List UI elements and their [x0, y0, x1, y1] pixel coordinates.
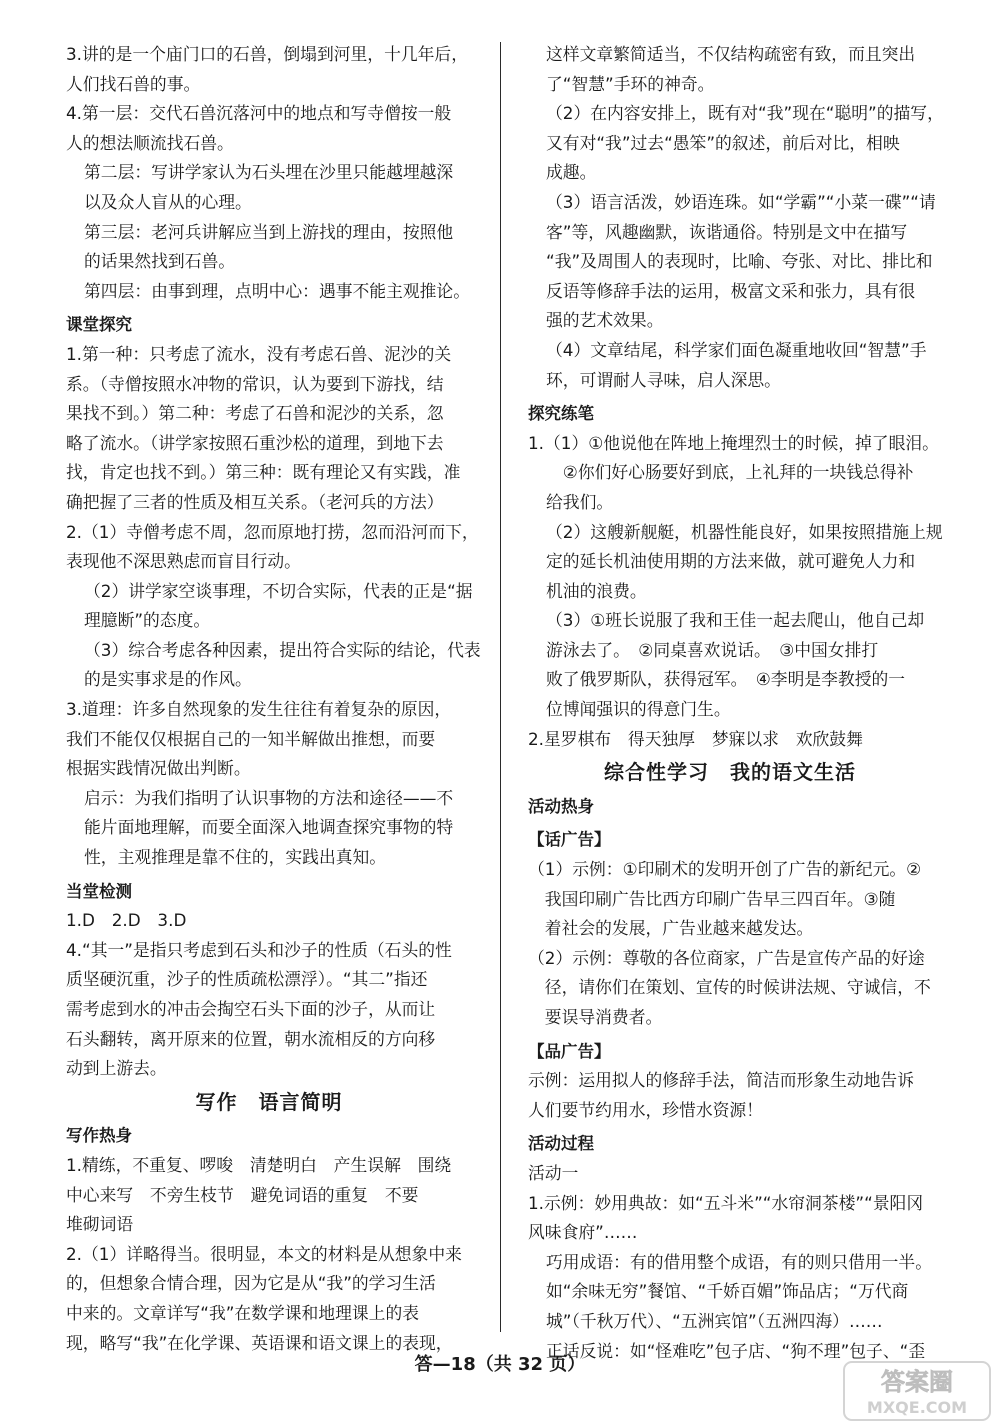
text-line: 表现他不深思熟虑而盲目行动。 [66, 551, 301, 572]
text-line: 1.（1）①他说他在阵地上掩埋烈士的时候，掉了眼泪。 [528, 432, 939, 453]
text-line: 质坚硬沉重，沙子的性质疏松漂浮）。“其二”指还 [66, 969, 428, 990]
text-line: 如“余味无穷”餐馆、“千娇百媚”饰品店；“万代商 [546, 1281, 909, 1302]
text-line: 当堂检测 [66, 881, 132, 901]
paragraph [66, 577, 472, 636]
text-line: 第四层：由事到理，点明中心：遇事不能主观推论。 [84, 280, 470, 301]
paragraph [528, 458, 932, 517]
svg-text:答案圈: 答案圈 [881, 1368, 953, 1396]
text-line: 2.（1）详略得当。很明显，本文的材料是从想象中来 [66, 1243, 462, 1264]
text-line: 课堂探究 [66, 315, 132, 335]
text-line: 3.讲的是一个庙门口的石兽，倒塌到河里，十几年后， [66, 44, 468, 64]
section-heading [66, 877, 472, 907]
text-line: 2.星罗棋布 得天独厚 梦寐以求 欢欣鼓舞 [528, 728, 863, 749]
text-line: 堆砌词语 [66, 1214, 134, 1235]
text-line: 强的艺术效果。 [546, 310, 664, 331]
text-line: 要误导消费者。 [528, 1007, 663, 1027]
paragraph [66, 158, 472, 217]
paragraph [66, 1151, 472, 1240]
paragraph [528, 725, 932, 755]
text-line: 风味食府”…… [528, 1222, 638, 1243]
text-line: 【话广告】 [528, 830, 611, 850]
text-line: 综合性学习 我的语文生活 [604, 760, 856, 785]
text-line: 示例：运用拟人的修辞手法，简洁而形象生动地告诉 [528, 1070, 914, 1091]
text-line: 4.第一层：交代石兽沉落河中的地点和写寺僧按一般 [66, 103, 452, 124]
right-column [528, 40, 944, 1366]
text-line: 能片面地理解，而要全面深入地调查探究事物的特 [84, 817, 454, 838]
text-line: 1.第一种：只考虑了流水，没有考虑石兽、泥沙的关 [66, 343, 452, 364]
paragraph [66, 636, 481, 695]
paragraph [66, 518, 479, 577]
section-heading [528, 1037, 932, 1067]
text-line: “我”及周围人的表现时，比喻、夸张、对比、排比和 [546, 251, 933, 272]
paragraph [66, 218, 472, 277]
text-line: 1.示例：妙用典故：如“五斗米”“水帘洞茶楼”“景阳冈 [528, 1192, 924, 1213]
text-line: （2）示例：尊敬的各位商家，广告是宣传产品的好途 [528, 947, 925, 968]
text-line: 动到上游去。 [66, 1058, 167, 1079]
text-line: （3）①班长说服了我和王佳一起去爬山，他自己却 [546, 610, 925, 631]
paragraph [528, 518, 943, 607]
text-line: 的话果然找到石兽。 [84, 251, 236, 272]
text-line: 中心来写 不旁生枝节 避免词语的重复 不要 [66, 1184, 419, 1205]
text-line: 果找不到。）第二种：考虑了石兽和泥沙的关系，忽 [66, 403, 444, 424]
paragraph [66, 340, 472, 518]
text-line: 石头翻转，离开原来的位置，朝水流相反的方向移 [66, 1028, 436, 1049]
text-line: 需考虑到水的冲击会掏空石头下面的沙子，从而让 [66, 999, 436, 1019]
text-line: （4）文章结尾，科学家们面色凝重地收回“智慧”手 [546, 339, 927, 360]
text-line: （2）在内容安排上，既有对“我”现在“聪明”的描写， [546, 103, 944, 124]
text-line: 了“智慧”手环的神奇。 [546, 73, 715, 94]
chapter-title [66, 1088, 472, 1118]
paragraph [528, 188, 936, 336]
paragraph [66, 40, 472, 99]
text-line: 略了流水。（讲学家按照石重沙松的道理，到地下去 [66, 432, 444, 453]
text-line: 反语等修辞手法的运用，极富文采和张力，具有很 [546, 280, 916, 301]
text-line: （2）讲学家空谈事理，不切合实际，代表的正是“据 [84, 580, 473, 601]
text-line: 第二层：写讲学家认为石头埋在沙里只能越埋越深 [84, 162, 454, 183]
section-heading [528, 792, 932, 822]
paragraph [528, 1189, 932, 1248]
column-divider [500, 42, 501, 1332]
text-line: 4.“其一”是指只考虑到石头和沙子的性质（石头的性 [66, 939, 452, 960]
paragraph [528, 429, 939, 459]
paragraph [66, 936, 472, 1084]
text-line: 现，略写“我”在化学课、英语课和语文课上的表现， [66, 1332, 453, 1353]
text-line: 性，主观推理是靠不住的，实践出真知。 [84, 847, 387, 868]
text-line: 游泳去了。 ②同桌喜欢说话。 ③中国女排打 [546, 639, 879, 660]
text-line: 写作 语言简明 [195, 1089, 343, 1114]
text-line: 中来的。文章详写“我”在数学课和地理课上的表 [66, 1302, 420, 1323]
text-line: 1.D 2.D 3.D [66, 910, 187, 931]
text-line: 巧用成语：有的借用整个成语，有的则只借用一半。 [546, 1251, 932, 1272]
text-line: 着社会的发展，广告业越来越发达。 [528, 918, 814, 939]
text-line: （3）语言活泼，妙语连珠。如“学霸”“小菜一碟”“请 [546, 191, 936, 212]
text-line: 我们不能仅仅根据自己的一知半解做出推想，而要 [66, 728, 436, 749]
text-line: 成趣。 [546, 162, 597, 183]
text-line: （3）综合考虑各种因素，提出符合实际的结论，代表 [84, 639, 481, 660]
svg-text:MXQE.COM: MXQE.COM [866, 1398, 968, 1417]
section-heading [66, 1121, 472, 1151]
paragraph [66, 1240, 472, 1358]
text-line: 客”等，风趣幽默，诙谐通俗。特别是文中在描写 [546, 221, 908, 242]
text-line: 人的想法顺流找石兽。 [66, 132, 234, 153]
paragraph [528, 336, 932, 395]
section-heading [66, 310, 472, 340]
text-line: 第三层：老河兵讲解应当到上游找的理由，按照他 [84, 221, 454, 242]
text-line: 活动过程 [528, 1134, 594, 1154]
text-line: 活动热身 [528, 796, 594, 816]
text-line: 径，请你们在策划、宣传的时候讲法规、守诚信，不 [528, 977, 931, 998]
text-line: （2）这艘新舰艇，机器性能良好，如果按照措施上规 [546, 521, 943, 542]
section-heading [528, 825, 932, 855]
text-line: 理臆断”的态度。 [84, 610, 211, 631]
text-line: 根据实践情况做出判断。 [66, 758, 251, 779]
text-line: 位博闻强识的得意门生。 [546, 699, 731, 720]
text-line: 确把握了三者的性质及相互关系。（老河兵的方法） [66, 491, 444, 512]
section-heading [528, 399, 932, 429]
text-line: 城”（千秋万代）、“五洲宾馆”（五洲四海）…… [546, 1310, 883, 1331]
paragraph [528, 1066, 932, 1125]
paragraph [528, 1248, 932, 1337]
text-line: 【品广告】 [528, 1041, 611, 1061]
text-line: 以及众人盲从的心理。 [84, 191, 252, 212]
paragraph [528, 99, 944, 188]
paragraph [66, 784, 472, 873]
text-line: 1.精练，不重复、啰唆 清楚明白 产生误解 围绕 [66, 1154, 452, 1175]
text-line: 我国印刷广告比西方印刷广告早三四百年。③随 [528, 888, 896, 909]
text-line: 人们找石兽的事。 [66, 73, 201, 94]
paragraph [528, 40, 932, 99]
text-line: 败了俄罗斯队，获得冠军。 ④李明是李教授的一 [546, 669, 906, 690]
paragraph [528, 855, 932, 944]
text-line: 正话反说：如“怪难吃”包子店、“狗不理”包子、“歪 [546, 1340, 926, 1361]
text-line: 活动一 [528, 1162, 579, 1183]
text-line: 这样文章繁简适当，不仅结构疏密有致，而且突出 [546, 44, 916, 64]
text-line: 启示：为我们指明了认识事物的方法和途径——不 [84, 787, 454, 808]
paragraph [66, 695, 472, 784]
text-line: 环，可谓耐人寻味，启人深思。 [546, 369, 781, 390]
paragraph [66, 277, 472, 307]
paragraph [528, 606, 932, 724]
text-line: 给我们。 [546, 491, 614, 512]
text-line: 写作热身 [66, 1126, 132, 1146]
text-line: 人们要节约用水，珍惜水资源！ [528, 1099, 763, 1120]
text-line: 3.道理：许多自然现象的发生往往有着复杂的原因， [66, 699, 452, 720]
paragraph [66, 906, 472, 936]
chapter-title [528, 758, 932, 788]
text-line: 的，但想象合情合理，因为它是从“我”的学习生活 [66, 1273, 436, 1294]
paragraph [528, 1159, 932, 1189]
text-line: 的是实事求是的作风。 [84, 669, 252, 690]
paragraph [66, 99, 472, 158]
text-line: 系。（寺僧按照水冲物的常识，认为要到下游找，结 [66, 373, 444, 394]
text-line: 定的延长机油使用期的方法来做，就可避免人力和 [546, 551, 916, 572]
text-line: 探究练笔 [528, 404, 594, 424]
left-column [66, 40, 481, 1358]
page-number: 答—18（共 32 页） [414, 1354, 586, 1375]
text-line: 又有对“我”过去“愚笨”的叙述，前后对比，相映 [546, 132, 900, 153]
text-line: ②你们好心肠要好到底，上礼拜的一块钱总得补 [546, 462, 914, 483]
text-line: 找，肯定也找不到。）第三种：既有理论又有实践，准 [66, 462, 461, 483]
text-line: （1）示例：①印刷术的发明开创了广告的新纪元。② [528, 859, 922, 880]
paragraph [528, 944, 932, 1033]
text-line: 机油的浪费。 [546, 580, 647, 601]
text-line: 2.（1）寺僧考虑不周，忽而原地打捞，忽而沿河而下， [66, 521, 479, 542]
watermark-logo [842, 1360, 992, 1422]
section-heading [528, 1129, 932, 1159]
